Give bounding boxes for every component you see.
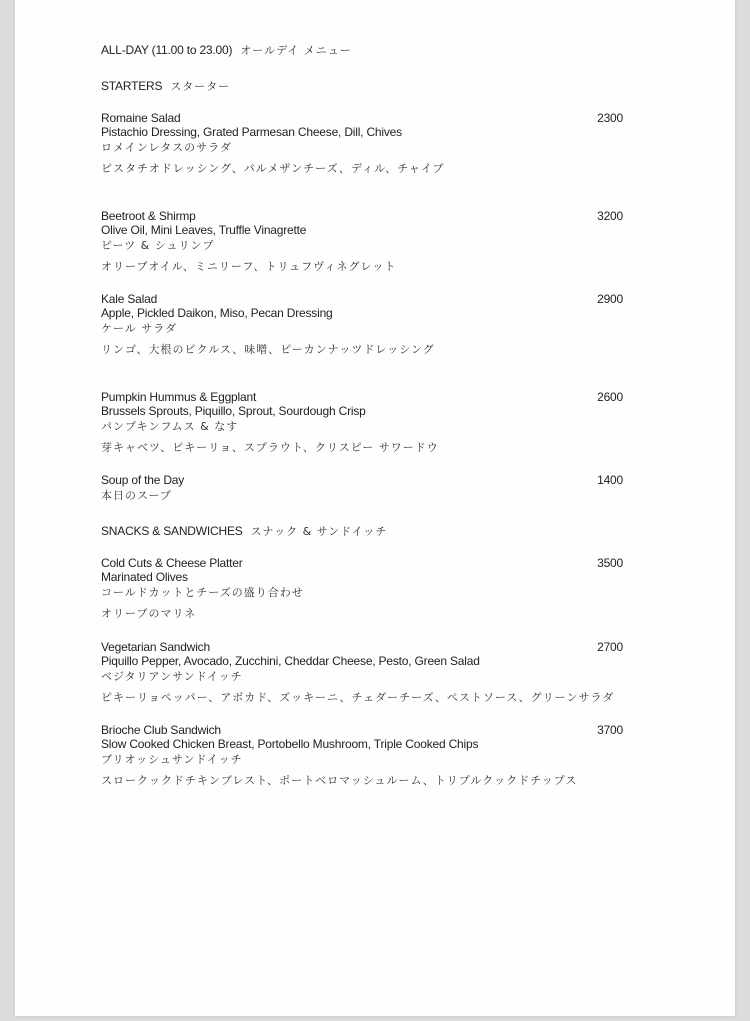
item-description: Slow Cooked Chicken Breast, Portobello Mushroom, Triple Cooked Chips [101,737,479,751]
item-name-jp: 本日のスープ [101,489,172,502]
item-name-jp: コールドカットとチーズの盛り合わせ [101,586,304,599]
item-name: Kale Salad [101,292,158,306]
item-description: Pistachio Dressing, Grated Parmesan Cheese, Dill, Chives [101,125,402,139]
item-description: Marinated Olives [101,570,188,584]
menu-item [101,209,625,274]
section-heading-starters [101,79,230,94]
menu-item [101,640,625,705]
item-name: Soup of the Day [101,473,185,487]
section-title-en: SNACKS & SANDWICHES [101,524,243,538]
item-description-jp: スロークックドチキンブレスト、ポートベロマッシュルーム、トリプルクックドチップス [101,774,578,787]
item-name: Beetroot & Shirmp [101,209,196,223]
item-price: 1400 [597,473,623,487]
item-description: Olive Oil, Mini Leaves, Truffle Vinagrette [101,223,307,237]
item-name-jp: ケール サラダ [101,322,178,335]
item-name-jp: ベジタリアンサンドイッチ [101,670,243,683]
item-price: 2700 [597,640,623,654]
item-name: Pumpkin Hummus & Eggplant [101,390,257,404]
item-description: Apple, Pickled Daikon, Miso, Pecan Dressing [101,306,333,320]
item-name-jp: ロメインレタスのサラダ [101,141,232,154]
item-description-jp: ピスタチオドレッシング、パルメザンチーズ、ディル、チャイブ [101,162,445,175]
menu-item [101,390,625,455]
item-description: Brussels Sprouts, Piquillo, Sprout, Sourdough Crisp [101,404,366,418]
menu-title [101,43,352,58]
section-heading-snacks [101,524,387,539]
item-name-jp: パンプキンフムス & なす [101,420,239,433]
section-title-en: STARTERS [101,79,163,93]
item-price: 3700 [597,723,623,737]
item-name: Romaine Salad [101,111,181,125]
menu-item [101,111,625,176]
item-description-jp: オリーブのマリネ [101,607,197,620]
item-price: 2900 [597,292,623,306]
menu-title-jp: オールデイ メニュー [240,44,352,57]
menu-page [15,0,735,1016]
item-price: 2600 [597,390,623,404]
section-title-jp: スターター [170,80,231,93]
menu-title-en: ALL-DAY (11.00 to 23.00) [101,43,233,57]
item-price: 3200 [597,209,623,223]
item-name: Cold Cuts & Cheese Platter [101,556,243,570]
item-description: Piquillo Pepper, Avocado, Zucchini, Cheddar Cheese, Pesto, Green Salad [101,654,480,668]
menu-item [101,723,625,788]
item-name: Vegetarian Sandwich [101,640,210,654]
item-description-jp: 芽キャベツ、ピキーリョ、スプラウト、クリスピー サワードウ [101,441,439,454]
item-description-jp: ピキーリョペッパー、アボカド、ズッキーニ、チェダーチーズ、ペストソース、グリーンサラダ [101,691,615,704]
item-price: 2300 [597,111,623,125]
item-name-jp: ビーツ & シュリンプ [101,239,215,252]
item-description-jp: オリーブオイル、ミニリーフ、トリュフヴィネグレット [101,260,397,273]
menu-item [101,292,625,357]
menu-item [101,556,625,621]
section-title-jp: スナック & サンドイッチ [250,525,388,538]
item-name-jp: ブリオッシュサンドイッチ [101,753,243,766]
item-price: 3500 [597,556,623,570]
item-description-jp: リンゴ、大根のピクルス、味噌、ピーカンナッツドレッシング [101,343,435,356]
item-name: Brioche Club Sandwich [101,723,221,737]
menu-item [101,473,625,503]
